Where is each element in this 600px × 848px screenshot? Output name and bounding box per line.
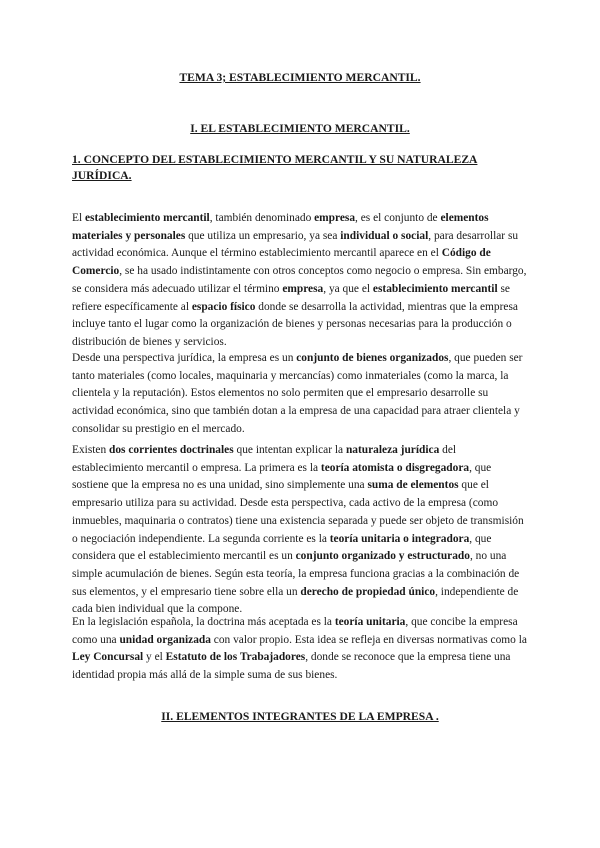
text-run: y el <box>143 651 166 664</box>
bold-term: establecimiento mercantil <box>84 212 210 224</box>
bold-term: teoría unitaria o integradora <box>329 532 470 545</box>
text-run: , independiente de cada bien individual que la compone. <box>72 585 519 616</box>
bold-term: individual o social <box>340 229 429 242</box>
text-run: del establecimiento mercantil o empresa. La primera es la <box>72 444 457 474</box>
text-run: , que pueden ser tanto materiales (como locales, maquinaria y mercancías) como inmateriales (como la marca, la clientela y la reputación). Estos elementos no solo permiten que el empresario desarrolle su actividad económica, sino que también dotan a la empresa de una capacidad para atraer clientela y consolidar su prestigio en el mercado. <box>72 352 523 435</box>
text-run: , que sostiene que la empresa no es una unidad, sino simplemente una <box>72 461 492 492</box>
paragraph <box>72 350 528 439</box>
section-title-1: I. EL ESTABLECIMIENTO MERCANTIL. <box>190 122 410 135</box>
bold-term: derecho de propiedad único <box>300 585 436 598</box>
text-run: Existen <box>72 444 110 456</box>
text-run: , también denominado <box>209 212 315 224</box>
bold-term: dos corrientes doctrinales <box>109 444 234 456</box>
bold-term: elementos materiales y personales <box>72 212 489 242</box>
text-run: , ya que el <box>323 282 373 295</box>
bold-term: teoría unitaria <box>334 616 406 628</box>
main-title: TEMA 3; ESTABLECIMIENTO MERCANTIL. <box>179 71 421 84</box>
paragraph <box>72 442 528 619</box>
text-run: , no una simple acumulación de bienes. Según esta teoría, la empresa funciona gracias a la combinación de sus elementos, y el empresario tiene sobre ella un <box>72 550 520 598</box>
paragraph <box>72 210 528 352</box>
bold-term: establecimiento mercantil <box>372 282 498 295</box>
bold-term: Código de Comercio <box>72 247 491 278</box>
bold-term: conjunto organizado y estructurado <box>295 550 470 563</box>
bold-term: Estatuto de los Trabajadores <box>165 651 306 664</box>
bold-term: empresa <box>314 212 356 224</box>
bold-term: suma de elementos <box>367 479 459 492</box>
text-run: , para desarrollar su actividad económica. Aunque el término establecimiento mercantil aparece en el <box>72 229 519 260</box>
text-run: Desde una perspectiva jurídica, la empresa es un <box>72 352 297 364</box>
subsection-title-1: 1. CONCEPTO DEL ESTABLECIMIENTO MERCANTIL Y SU NATURALEZA JURÍDICA. <box>72 153 478 182</box>
bold-term: unidad organizada <box>119 633 211 646</box>
bold-term: teoría atomista o disgregadora <box>320 461 470 474</box>
text-run: que intentan explicar la <box>233 444 346 456</box>
text-run: donde se desarrolla la actividad, mientras que la empresa incluye tanto el lugar como la organización de bienes y personas necesarias para la producción o distribución de bienes y servicios. <box>72 300 518 348</box>
bold-term: naturaleza jurídica <box>345 444 440 456</box>
paragraph <box>72 614 528 685</box>
bold-term: conjunto de bienes organizados <box>296 352 449 364</box>
section-title-2: II. ELEMENTOS INTEGRANTES DE LA EMPRESA . <box>161 710 439 723</box>
text-run: El <box>72 212 85 224</box>
text-run: , que considera que el establecimiento mercantil es un <box>72 532 492 563</box>
bold-term: empresa <box>282 282 324 295</box>
text-run: que el empresario utiliza para su actividad. Desde esta perspectiva, cada activo de la empresa (como inmuebles, maquinaria o contratos) tiene una existencia separada y puede ser objeto de transmisión o negociación independiente. La segunda corriente es la <box>72 479 524 545</box>
text-run: , se ha usado indistintamente con otros conceptos como negocio o empresa. Sin embargo, se considera más adecuado utilizar el término <box>72 265 527 295</box>
text-run: , que concibe la empresa como una <box>72 616 518 646</box>
text-run: , donde se reconoce que la empresa tiene una identidad propia más allá de la simple suma de sus bienes. <box>72 651 511 682</box>
text-run: , es el conjunto de <box>355 212 441 224</box>
bold-term: Ley Concursal <box>72 651 144 664</box>
bold-term: espacio físico <box>191 300 256 313</box>
text-run: que utiliza un empresario, ya sea <box>185 229 341 242</box>
text-run: se refiere específicamente al <box>72 282 510 313</box>
text-run: con valor propio. Esta idea se refleja en diversas normativas como la <box>210 633 527 646</box>
text-run: En la legislación española, la doctrina más aceptada es la <box>72 616 335 628</box>
